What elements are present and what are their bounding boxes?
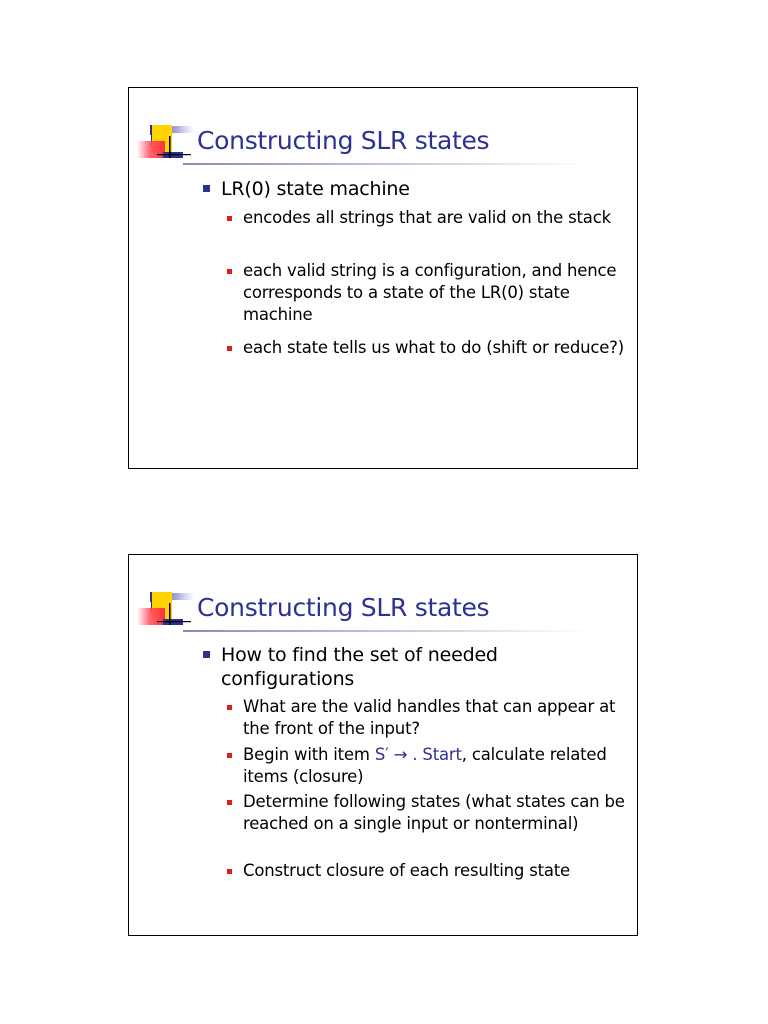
slide-2	[128, 554, 638, 936]
square-bullet-icon	[227, 869, 232, 874]
slide-title: Constructing SLR states	[197, 126, 490, 155]
square-bullet-icon	[227, 269, 232, 274]
sub-bullet-text-end: , calculate related items (closure)	[243, 745, 607, 786]
slide-title: Constructing SLR states	[197, 593, 490, 622]
square-bullet-icon	[203, 651, 210, 658]
sub-bullet-text: What are the valid handles that can appear at the front of the input?	[243, 697, 616, 738]
title-divider	[183, 630, 588, 632]
sub-bullet-item	[227, 744, 627, 788]
sub-bullet-item	[227, 860, 627, 882]
sub-bullet-text: Determine following states (what states can be reached on a single input or nonterminal)	[243, 792, 625, 833]
square-bullet-icon	[227, 753, 232, 758]
sub-bullet-item	[227, 207, 627, 229]
sub-bullet-text: each state tells us what to do (shift or reduce?)	[243, 338, 624, 357]
sub-bullet-text: encodes all strings that are valid on the stack	[243, 208, 611, 227]
square-bullet-icon	[203, 185, 210, 192]
sub-bullet-item	[227, 791, 627, 835]
sub-bullet-text	[243, 744, 627, 788]
bullet-text: LR(0) state machine	[221, 178, 410, 200]
sub-bullet-text: Construct closure of each resulting state	[243, 861, 571, 880]
sub-bullet-item	[227, 696, 627, 740]
bullet-item	[203, 643, 623, 691]
square-bullet-icon	[227, 705, 232, 710]
slide-1	[128, 87, 638, 469]
sub-bullet-item	[227, 337, 627, 359]
square-bullet-icon	[227, 800, 232, 805]
bullet-item	[203, 177, 623, 201]
title-divider	[183, 163, 588, 165]
square-bullet-icon	[227, 216, 232, 221]
sub-bullet-item	[227, 260, 627, 326]
bullet-text: How to find the set of needed configurations	[221, 644, 498, 690]
square-bullet-icon	[227, 346, 232, 351]
start-item-highlight: S′ → . Start	[374, 745, 462, 764]
sub-bullet-text-start: Begin with item	[243, 745, 375, 764]
sub-bullet-text: each valid string is a configuration, and hence corresponds to a state of the LR(0) state machine	[243, 261, 617, 324]
